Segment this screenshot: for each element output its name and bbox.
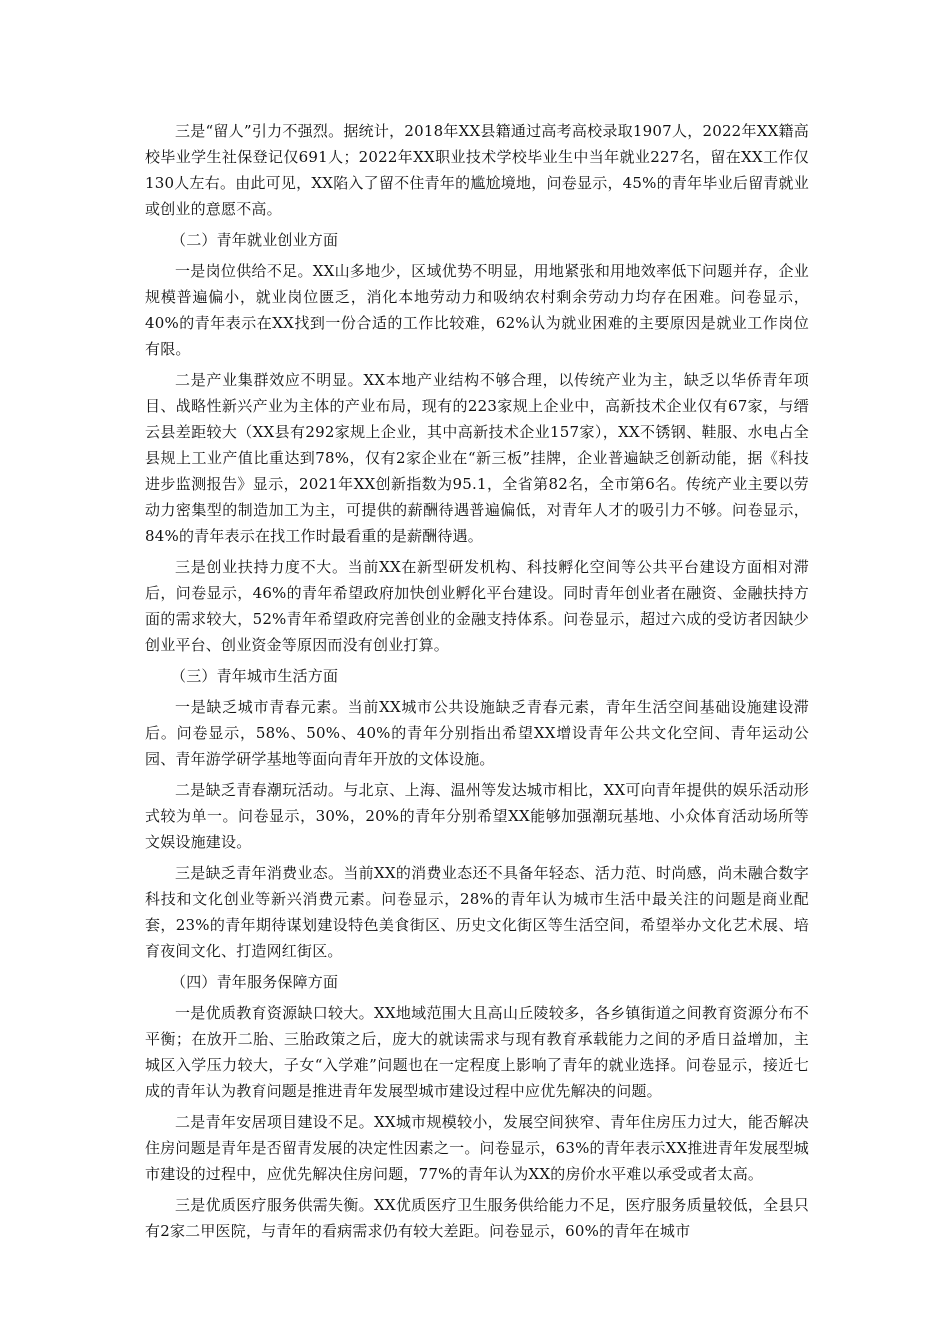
document-page: [145, 118, 809, 1249]
paragraph-education: 一是优质教育资源缺口较大。XX地域范围大且高山丘陵较多，各乡镇街道之间教育资源分布不平衡；在放开二胎、三胎政策之后，庞大的就读需求与现有教育承载能力之间的矛盾日益增加，主城区入学压力较大，子女“入学难”问题也在一定程度上影响了青年的就业选择。问卷显示，接近七成的青年认为教育问题是推进青年发展型城市建设过程中应优先解决的问题。: [145, 1004, 809, 1100]
paragraph-youth-elements: 一是缺乏城市青春元素。当前XX城市公共设施缺乏青春元素，青年生活空间基础设施建设滞后。问卷显示，58%、50%、40%的青年分别指出希望XX增设青年公共文化空间、青年运动公园、青年游学研学基地等面向青年开放的文体设施。: [145, 698, 809, 768]
section-heading-services: （四）青年服务保障方面: [171, 973, 339, 991]
paragraph-industry-cluster: 二是产业集群效应不明显。XX本地产业结构不够合理，以传统产业为主，缺乏以华侨青年项目、战略性新兴产业为主体的产业布局，现有的223家规上企业中，高新技术企业仅有67家，与缙云县差距较大（XX县有292家规上企业，其中高新技术企业157家），XX不锈钢、鞋服、水电占全县规上工业产值比重达到78%，仅有2家企业在“新三板”挂牌，企业普遍缺乏创新动能，据《科技进步监测报告》显示，2021年XX创新指数为95.1，全省第82名，全市第6名。传统产业主要以劳动力密集型的制造加工为主，可提供的薪酬待遇普遍偏低，对青年人才的吸引力不够。问卷显示，84%的青年表示在找工作时最看重的是薪酬待遇。: [145, 371, 809, 545]
paragraph-job-supply: 一是岗位供给不足。XX山多地少，区域优势不明显，用地紧张和用地效率低下问题并存，企业规模普遍偏小，就业岗位匮乏，消化本地劳动力和吸纳农村剩余劳动力均存在困难。问卷显示，40%的青年表示在XX找到一份合适的工作比较难，62%认为就业困难的主要原因是就业工作岗位有限。: [145, 262, 809, 358]
section-heading-employment: （二）青年就业创业方面: [171, 231, 339, 249]
paragraph-startup-support: 三是创业扶持力度不大。当前XX在新型研发机构、科技孵化空间等公共平台建设方面相对滞后，问卷显示，46%的青年希望政府加快创业孵化平台建设。同时青年创业者在融资、金融扶持方面的需求较大，52%青年希望政府完善创业的金融支持体系。问卷显示，超过六成的受访者因缺少创业平台、创业资金等原因而没有创业打算。: [145, 558, 809, 654]
paragraph-housing: 二是青年安居项目建设不足。XX城市规模较小，发展空间狭窄、青年住房压力过大，能否解决住房问题是青年是否留青发展的决定性因素之一。问卷显示，63%的青年表示XX推进青年发展型城市建设的过程中，应优先解决住房问题，77%的青年认为XX的房价水平难以承受或者太高。: [145, 1113, 809, 1183]
section-heading-city-life: （三）青年城市生活方面: [171, 667, 339, 685]
paragraph-retention: 三是“留人”引力不强烈。据统计，2018年XX县籍通过高考高校录取1907人，2022年XX籍高校毕业学生社保登记仅691人；2022年XX职业技术学校毕业生中当年就业227名，留在XX工作仅130人左右。由此可见，XX陷入了留不住青年的尴尬境地，问卷显示，45%的青年毕业后留青就业或创业的意愿不高。: [145, 122, 809, 218]
paragraph-medical: 三是优质医疗服务供需失衡。XX优质医疗卫生服务供给能力不足，医疗服务质量较低，全县只有2家二甲医院，与青年的看病需求仍有较大差距。问卷显示，60%的青年在城市: [145, 1196, 809, 1240]
paragraph-consumption: 三是缺乏青年消费业态。当前XX的消费业态还不具备年轻态、活力范、时尚感，尚未融合数字科技和文化创业等新兴消费元素。问卷显示，28%的青年认为城市生活中最关注的问题是商业配套，23%的青年期待谋划建设特色美食街区、历史文化街区等生活空间，希望举办文化艺术展、培育夜间文化、打造网红街区。: [145, 864, 809, 960]
paragraph-trendy-activities: 二是缺乏青春潮玩活动。与北京、上海、温州等发达城市相比，XX可向青年提供的娱乐活动形式较为单一。问卷显示，30%，20%的青年分别希望XX能够加强潮玩基地、小众体育活动场所等文娱设施建设。: [145, 781, 809, 851]
